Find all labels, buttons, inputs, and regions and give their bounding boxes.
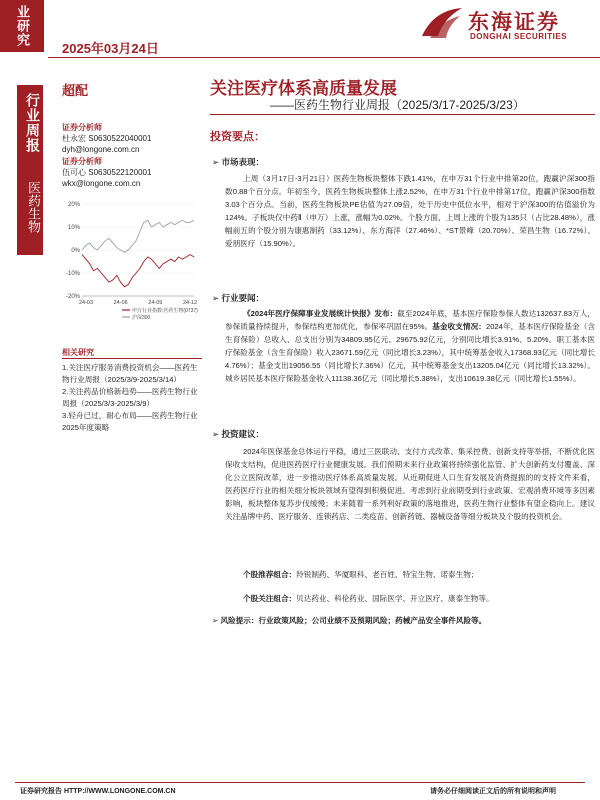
risk-bullet-icon: ➢ [212,616,221,625]
y-tick-label: 20% [67,202,80,208]
series-line [82,255,194,287]
market-heading: ➢ 市场表现： [212,156,264,168]
footer-disclaimer: 请务必仔细阅读正文后的所有说明和声明 [430,788,556,795]
focus-text: 贝达药业、科伦药业、国际医学、开立医疗、康泰生物等。 [296,594,494,603]
y-tick-label: 10% [67,225,80,231]
related-item[interactable]: 1.关注医疗服务消费投资机会——医药生物行业周报（2025/3/9-2025/3/14） [62,363,198,384]
logo-text-en: DONGHAI SECURITIES [470,32,568,41]
sidebar-title: 行业周报 [25,93,41,153]
analyst-email[interactable]: dyh@longone.com.cn [62,145,140,154]
related-item[interactable]: 2.关注药品价格新趋势——医药生物行业周报（2025/3/3-2025/3/9） [62,387,198,408]
rating-label: 超配 [62,83,89,98]
analyst-license: S0630522040001 [88,134,152,143]
analyst-label: 证券分析师 [62,123,102,132]
key-points-heading: 投资要点： [210,131,265,143]
analyst-block-1 [62,122,202,155]
news-paragraph [225,307,595,385]
logo-text-cn: 东海证券 [468,11,560,34]
market-paragraph: 上周（3月17日-3月21日）医药生物板块整体下跌1.41%，在申万31个行业中排第20位，跑赢沪深300指数0.88个百分点。年初至今，医药生物板块整体上涨2.52%，在申万31个行业中排第17位，跑赢沪深300指数3.03个百分点。当前，医药生物板块PE估值为27.09倍，处于历史中低位水平，相对于沪深300的估值溢价为124%。子板块仅中药Ⅱ（申万）上涨，涨幅为0.02%。个股方面，上周上涨的个股为135只（占比28.48%），涨幅前五的个股分别为康惠制药（33.12%）、东方海洋（27.46%）、*ST景峰（20.70%）、荣昌生物（16.72%）、爱朋医疗（15.90%）。 [225,174,595,248]
x-tick-label: 24-03 [78,300,94,306]
x-tick-label: 24-09 [148,300,163,306]
footer-website[interactable]: 证券研究报告 HTTP://WWW.LONGONE.COM.CN [20,788,176,795]
focus-label: 个股关注组合： [243,594,297,603]
advice-paragraph: 2024年医保基金总体运行平稳，通过三医联动、支付方式改革、集采控费、创新支持等举措，不断优化医保收支结构，促进医药医疗行业健康发展。我们预期未来行业政策将持续强化监管、扩大创新药支付覆盖、深化公立医院改革，进一步推动医疗体系高质量发展。从近期促进人口生育发展及消费提振的的支持文件来看，医药医疗行业的相关细分板块领域有望得到积极促进。考虑到行业前期受到行业政策、宏观消费环境等多因素影响，板块整体复苏步伐缓慢；未来随着一系列利好政策的落地推进，医药生物行业整体有望企稳向上。建议关注晶牌中药、医疗服务、连锁药店、二类疫苗、创新药链、器械设备等细分板块及个股的投资机会。 [225,447,595,521]
footer-divider [15,782,585,783]
report-date: 2025年03月24日 [62,41,159,56]
x-tick-label: 24-06 [113,300,128,306]
analyst-email[interactable]: wkx@longone.com.cn [62,179,141,188]
risk-label: 风险提示： [220,616,259,625]
analyst-block-2 [62,156,202,189]
analyst-name-license [62,167,202,178]
report-type-corner: 业研究 [0,0,44,52]
x-tick-label: 24-12 [182,300,198,306]
legend-label: 申万行业指数:医药生物(0737) [132,308,198,314]
recommend-label: 个股推荐组合： [243,570,297,579]
risk-text: 行业政策风险；公司业绩不及预期风险；药械产品安全事件风险等。 [258,616,487,625]
news-text-2: 2024年，基本医疗保险基金（含生育保险）总收入、总支出分别为34809.95亿元、29675.92亿元，分别同比增长3.91%、5.20%。职工基本医疗保险基金（含生育保险）收入23671.59亿元（同比增长3.23%），其中统筹基金收入17368.93亿元（同比增长4.76%）；基金支出19056.55（同比增长7.36%）亿元，其中统筹基金支出13205.04亿元（同比增长13.32%）。城乡居民基本医疗保险基金收入11138.36亿元（同比增长5.38%），支出10619.38亿元（同比增长1.55%）。 [225,322,595,383]
risk-warning [212,614,595,627]
y-tick-label: -10% [65,271,80,277]
analyst-license: S0630522120001 [88,168,152,177]
sidebar-industry [17,175,43,255]
performance-chart-svg [60,196,200,336]
news-text-1: 截至2024年底，基本医疗保险参保人数达132637.83万人，参保质量持续提升，参保结构更加优化，参保率巩固在95%。 [225,309,595,331]
report-subtitle: ——医药生物行业周报（2025/3/17-2025/3/23） [270,98,525,112]
related-item[interactable]: 3.轻舟已过，耐心布局——医药生物行业2025年度策略 [62,411,198,432]
performance-chart [60,196,200,336]
recommend-text: 羚锐制药、华厦眼科、老百姓、特宝生物、诺泰生物； [296,570,479,579]
related-research-list [62,362,202,434]
related-divider [62,358,202,359]
focus-portfolio [243,592,595,605]
advice-heading: ➢ 投资建议： [212,428,264,440]
related-research-heading: 相关研究 [62,348,94,357]
report-title: 关注医疗体系高质量发展 [210,79,397,98]
analyst-label: 证券分析师 [62,157,102,166]
analyst-name: 伍可心 [62,168,86,177]
news-heading: ➢ 行业要闻： [212,292,264,304]
header-divider [48,57,600,58]
sidebar-industry-label: 医药生物 [26,181,41,233]
analyst-name: 杜永宏 [62,134,86,143]
recommend-portfolio [243,568,595,581]
analyst-name-license [62,133,202,144]
y-tick-label: -20% [65,294,80,300]
title-divider [210,114,595,115]
news-bold: 《2024年医疗保障事业发展统计快报》发布： [243,309,398,318]
series-line [82,220,194,252]
logo-mark-icon [420,6,464,40]
company-logo [420,2,595,48]
news-bold-2: 基金收支情况： [432,322,486,331]
legend-label: 沪深300 [132,315,151,321]
y-tick-label: 0% [71,248,80,254]
